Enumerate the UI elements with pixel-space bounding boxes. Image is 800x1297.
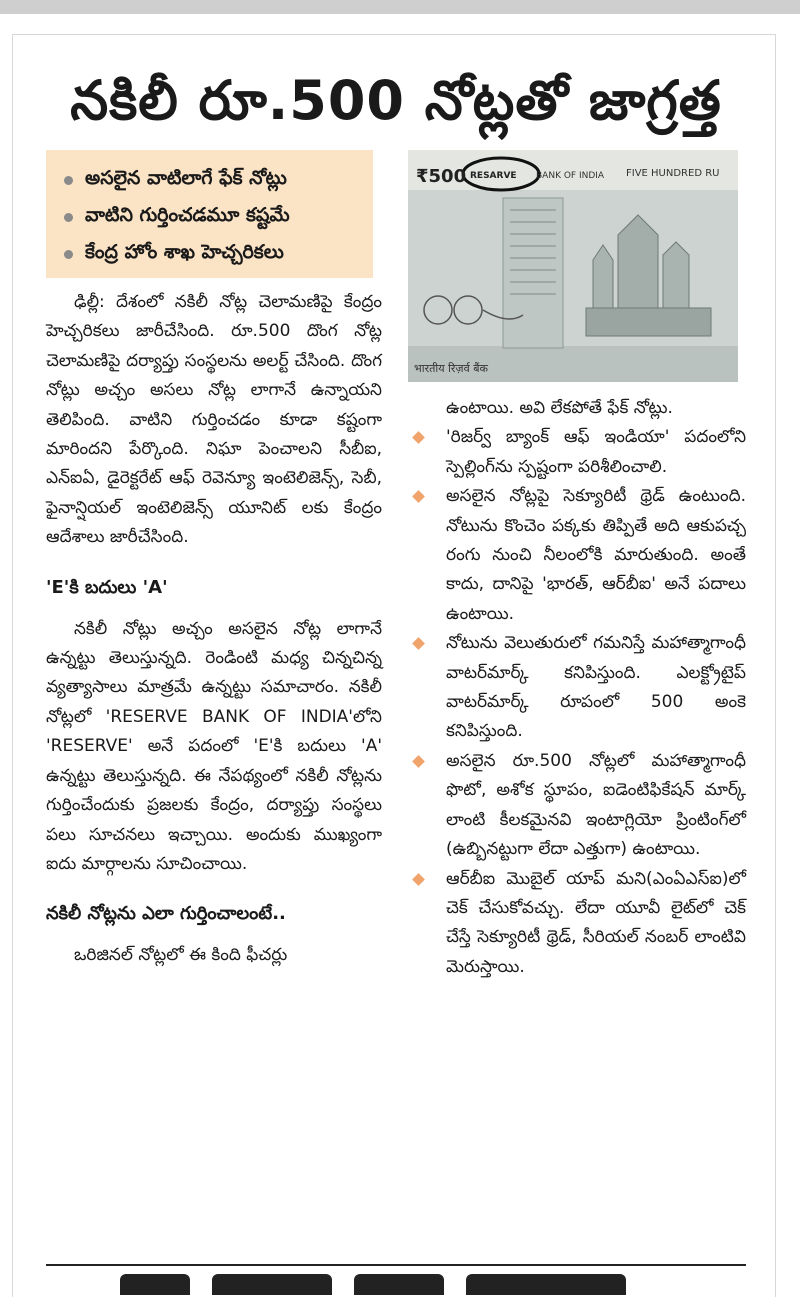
intro-paragraph: ఢిల్లీ: దేశంలో నకిలీ నోట్ల చెలామణిపై కేంద్రం హెచ్చరికలు జారీచేసింది. రూ.500 దొంగ నోట్ల చెలామణిపై దర్యాప్తు సంస్థలను అలర్ట్ చేసింది. దొంగ నోట్లు అచ్చం అసలు నోట్ల లాగానే ఉన్నాయని తెలిపింది. వాటిని గుర్తించడం కూడా కష్టంగా మారిందని పేర్కొంది. నిఘా పెంచాలని సీబీఐ, ఎన్ఐఏ, డైరెక్టరేట్ ఆఫ్ రెవెన్యూ ఇంటెలిజెన్స్, సెబీ, ఫైనాన్షియల్ ఇంటెలిజెన్స్ యూనిట్ లకు కేంద్రం ఆదేశాలు జారీచేసింది. [46,292,382,548]
tip-item: నోటును వెలుతురులో గమనిస్తే మహాత్మాగాంధీ వాటర్‌మార్క్ కనిపిస్తుంది. ఎలక్ట్రోటైప్ వాటర్‌మార్క్ రూపంలో 500 అంకె కనిపిస్తుంది. [408,629,746,747]
subheading: నకిలీ నోట్లను ఎలా గుర్తించాలంటే.. [46,903,286,925]
note-value-text: FIVE HUNDRED RU [626,168,720,179]
left-column [46,288,382,971]
tip-item: ఆర్‌బీఐ మొబైల్ యాప్ మని(ఎంఏఎస్ఐ)లో చెక్ చేసుకోవచ్చు. లేదా యూవీ లైట్‌లో చెక్ చేస్తే సెక్యూరిటీ థ్రెడ్, సీరియల్ నంబర్ లాంటివి మెరుస్తాయి. [408,865,746,983]
headline: నకిలీ రూ.500 నోట్లతో జాగ్రత్త [70,69,722,132]
note-hindi-text: भारतीय रिज़र्व बैंक [414,362,488,375]
tip-item: అసలైన నోట్లపై సెక్యూరిటీ థ్రెడ్ ఉంటుంది. నోటును కొంచెం పక్కకు తిప్పితే అది ఆకుపచ్చ రంగు నుంచి నీలంలోకి మారుతుంది. అంతే కాదు, దానిపై 'భారత్, ఆర్‌బీఐ' అనే పదాలు ఉంటాయి. [408,482,746,629]
highlight-item: అసలైన వాటిలాగే ఫేక్ నోట్లు [64,162,363,199]
tip-item: అసలైన రూ.500 నోట్లలో మహాత్మాగాంధీ ఫొటో, అశోక స్థూపం, ఐడెంటిఫికేషన్ మార్క్ లాంటి కీలకమైనవి ఇంటాగ్లియో ప్రింటింగ్‌లో (ఉబ్బినట్టుగా లేదా ఎత్తుగా) ఉంటాయి. [408,747,746,865]
highlight-item: వాటిని గుర్తించడమూ కష్టమే [64,199,363,236]
highlight-item: కేంద్ర హోం శాఖ హెచ్చరికలు [64,236,363,273]
next-article-headline-cropped [120,1274,680,1295]
tip-item: 'రిజర్వ్ బ్యాంక్ ఆఫ్ ఇండియా' పదంలోని స్పెల్లింగ్‌ను స్పష్టంగా పరిశీలించాలి. [408,423,746,482]
top-bar [0,0,800,14]
bullet-dot-icon [64,213,73,222]
continued-text: ఉంటాయి. అవి లేకపోతే ఫేక్ నోట్లు. [446,398,673,418]
section-divider [46,1264,746,1266]
note-circled-word: RESARVE [470,171,517,181]
body-paragraph: నకిలీ నోట్లు అచ్చం అసలైన నోట్ల లాగానే ఉన్నట్టు తెలుస్తున్నది. రెండింటి మధ్య చిన్నచిన్న వ్యత్యాసాలు మాత్రమే ఉన్నట్టు సమాచారం. నకిలీ నోట్లలో 'RESERVE BANK OF INDIA'లోని 'RESERVE' అనే పదంలో 'E'కి బదులు 'A' ఉన్నట్టు తెలుస్తున్నది. ఈ నేపథ్యంలో నకిలీ నోట్లను గుర్తించేందుకు ప్రజలకు కేంద్రం, దర్యాప్తు సంస్థలు పలు సూచనలు ఇచ్చాయి. అందుకు ముఖ్యంగా ఐదు మార్గాలను సూచించాయి. [46,618,382,874]
right-column [408,394,746,982]
note-image [408,150,738,382]
subheading: 'E'కి బదులు 'A' [46,576,168,598]
highlights-box [46,150,373,278]
bullet-dot-icon [64,250,73,259]
note-bank-text: BANK OF INDIA [536,171,605,181]
note-denomination: ₹500 [416,166,467,187]
currency-note-photo [408,150,738,382]
bullet-dot-icon [64,176,73,185]
body-paragraph: ఒరిజినల్ నోట్లలో ఈ కింది ఫీచర్లు [74,945,288,966]
